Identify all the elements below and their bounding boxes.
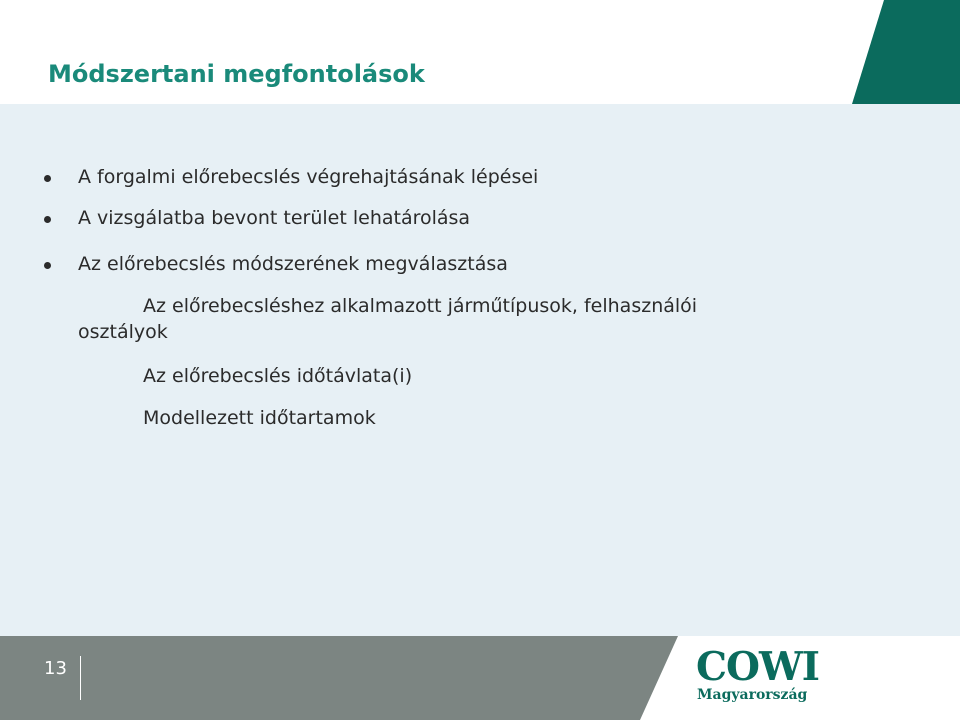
bullet-dot-icon — [44, 216, 51, 223]
bullet-dot-icon — [44, 175, 51, 182]
corner-accent-shape — [0, 0, 960, 104]
slide-title: Módszertani megfontolások — [48, 60, 425, 88]
bullet-item: A vizsgálatba bevont terület lehatárolása — [78, 207, 471, 229]
cowi-logo-subtitle: Magyarország — [697, 687, 808, 703]
bullet-item: Az előrebecslés módszerének megválasztása — [78, 253, 508, 275]
sub-item: Modellezett időtartamok — [143, 407, 376, 429]
cowi-logo: COWI — [696, 644, 820, 690]
sub-item: Az előrebecslés időtávlata(i) — [143, 365, 413, 387]
sub-item-continuation: osztályok — [78, 321, 168, 343]
bullet-item: A forgalmi előrebecslés végrehajtásának lépései — [78, 166, 539, 188]
page-number: 13 — [44, 658, 67, 679]
page-number-divider — [80, 656, 81, 700]
sub-item: Az előrebecsléshez alkalmazott járműtípusok, felhasználói — [143, 295, 698, 317]
bullet-dot-icon — [44, 262, 51, 269]
